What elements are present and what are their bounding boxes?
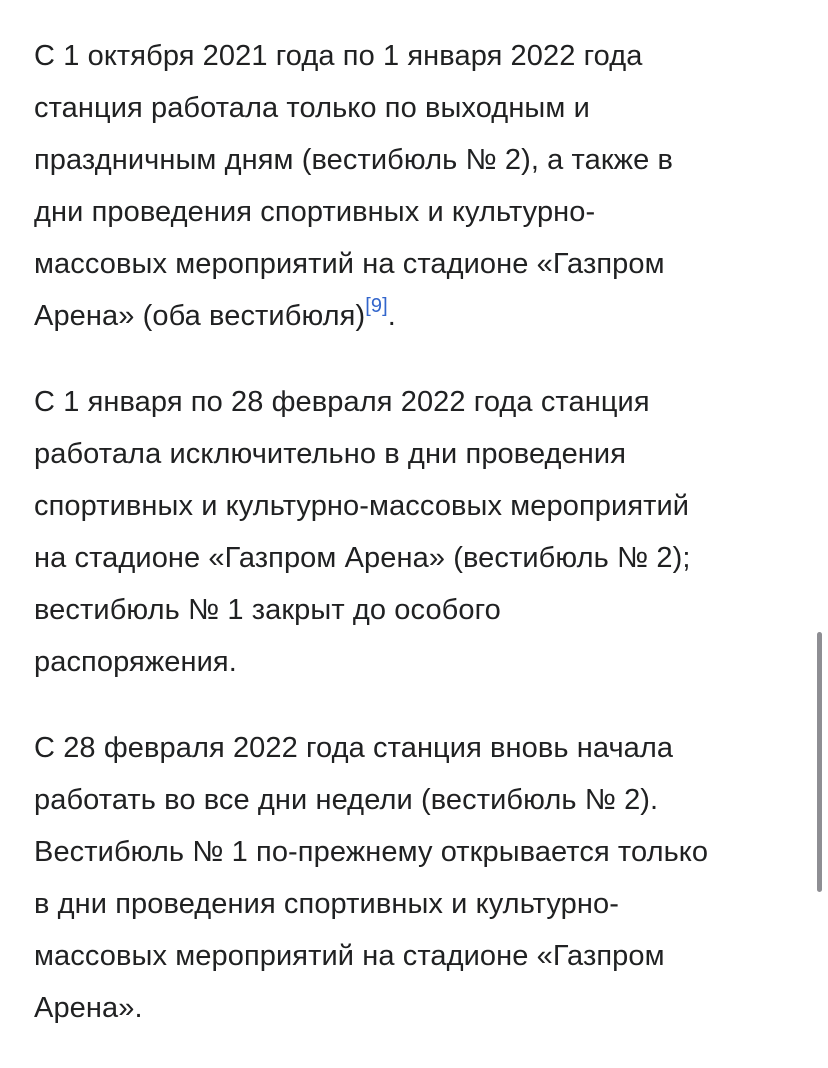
text-line: С 1 января по 28 февраля 2022 года станция: [34, 386, 650, 418]
vertical-scrollbar[interactable]: [817, 632, 822, 892]
text-line: массовых мероприятий на стадионе «Газпром: [34, 940, 665, 972]
text-line: массовых мероприятий на стадионе «Газпром: [34, 248, 665, 280]
paragraph-3: [34, 722, 804, 1034]
paragraph-1: [34, 30, 804, 342]
text-line: С 28 февраля 2022 года станция вновь начала: [34, 732, 674, 764]
text-line: станция работала только по выходным и: [34, 92, 590, 124]
text-segment: Арена» (оба вестибюля): [34, 300, 366, 332]
reference-link[interactable]: [9]: [365, 295, 388, 318]
text-line: праздничным дням (вестибюль № 2), а также в: [34, 144, 674, 176]
text-line: работала исключительно в дни проведения: [34, 438, 627, 470]
text-line: дни проведения спортивных и культурно-: [34, 196, 596, 228]
text-line: на стадионе «Газпром Арена» (вестибюль № 2);: [34, 542, 691, 574]
article-body: [34, 30, 804, 1068]
text-line: распоряжения.: [34, 646, 237, 678]
text-line: Арена».: [34, 992, 143, 1024]
text-line: спортивных и культурно-массовых мероприятий: [34, 490, 690, 522]
paragraph-2: [34, 376, 804, 688]
text-line: Вестибюль № 1 по-прежнему открывается только: [34, 836, 709, 868]
text-line: работать во все дни недели (вестибюль № 2).: [34, 784, 659, 816]
text-line: в дни проведения спортивных и культурно-: [34, 888, 619, 920]
sentence-end: .: [387, 300, 396, 332]
text-line-with-reference: [34, 290, 804, 342]
text-line: С 1 октября 2021 года по 1 января 2022 года: [34, 40, 643, 72]
text-line: вестибюль № 1 закрыт до особого: [34, 594, 501, 626]
